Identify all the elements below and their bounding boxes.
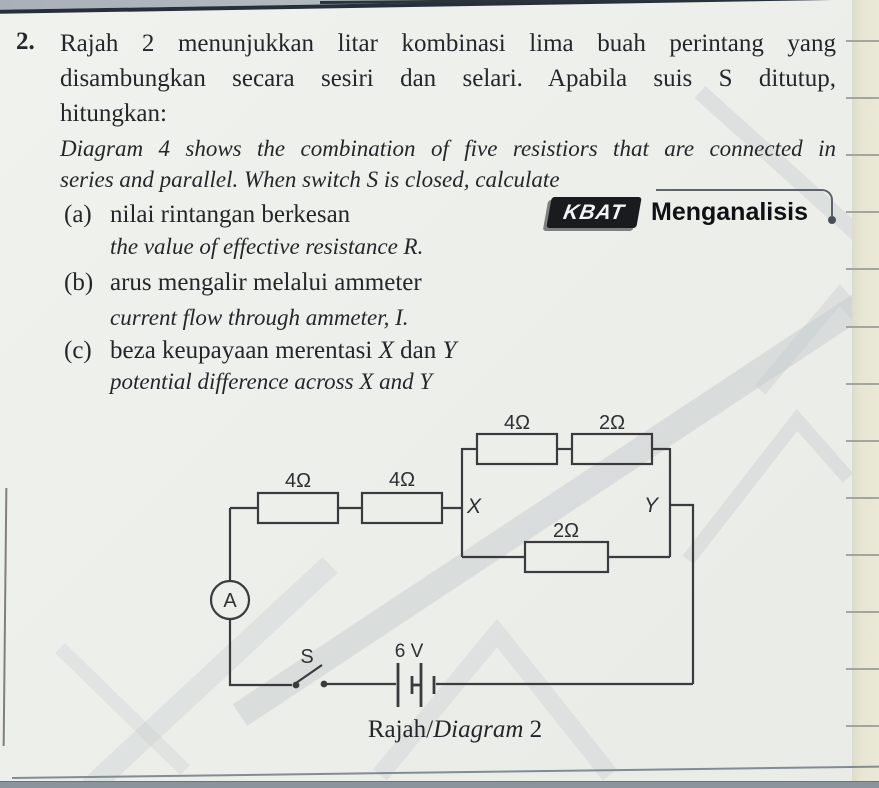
kbat-badge-text: KBAT [561, 200, 627, 224]
label-ammeter: A [223, 590, 237, 612]
ruled-line [846, 97, 879, 99]
part-b-row [64, 269, 422, 297]
part-a-text-en: the value of effective resistance R. [110, 234, 424, 259]
label-resistor-top-2: 2Ω [598, 412, 626, 434]
part-b-text-my: arus mengalir melalui ammeter [110, 269, 422, 296]
label-resistor-top-1: 4Ω [503, 412, 531, 434]
ruled-line [846, 668, 879, 670]
label-switch: S [300, 646, 314, 668]
kbat-badge [546, 197, 641, 228]
label-node-x: X [467, 495, 482, 518]
label-resistor-series-1: 4Ω [284, 470, 312, 492]
question-paragraph [60, 26, 836, 195]
ruled-line [846, 326, 879, 328]
bottom-edge-strip [0, 781, 879, 788]
ruled-line [846, 725, 879, 727]
part-a-text-my: nilai rintangan berkesan [110, 201, 351, 228]
question-text-en-line1: Diagram 4 shows the combination of five resistiors that are connected in [60, 136, 836, 161]
ruled-line [846, 611, 879, 613]
part-c-row [64, 337, 456, 365]
kbat-skill-label: Menganalisis [651, 198, 808, 226]
caption-number: 2 [523, 716, 543, 743]
part-b-text-en: current flow through ammeter, I. [110, 305, 409, 330]
ruled-line [846, 554, 879, 556]
diagram-caption [320, 716, 590, 744]
part-a-label: (a) [64, 201, 92, 228]
question-text-my-line2: disambungkan secara sesiri dan selari. Apabila suis S ditutup, [60, 65, 836, 92]
variable-y: Y [442, 337, 457, 364]
ruled-line [846, 497, 879, 499]
question-number: 2. [16, 28, 35, 55]
label-battery-voltage: 6 V [394, 641, 424, 662]
question-text-my-line1: Rajah 2 menunjukkan litar kombinasi lima buah perintang yang [60, 30, 836, 57]
caption-prefix: Rajah/ [367, 716, 434, 743]
variable-x: X [378, 337, 394, 364]
part-a-row [64, 201, 350, 229]
part-c-text-my: beza keupayaan merentasi X dan Y [110, 337, 457, 364]
caption-name: Diagram [433, 716, 524, 743]
ruled-line [846, 154, 879, 156]
part-b-label: (b) [64, 269, 94, 296]
part-c-text-en: potential difference across X and Y [110, 369, 433, 394]
label-resistor-bottom: 2Ω [552, 520, 580, 542]
ruled-line [846, 268, 879, 270]
label-node-y: Y [643, 494, 658, 517]
question-text-en-line2: series and parallel. When switch S is closed, calculate [60, 167, 560, 192]
ruled-line [846, 383, 879, 385]
question-text-my-line3: hitungkan: [60, 100, 167, 127]
part-c-label: (c) [64, 337, 92, 364]
ruled-line [846, 211, 879, 213]
ruled-line [846, 440, 879, 442]
label-resistor-series-2: 4Ω [388, 469, 416, 491]
callout-dot-icon [828, 216, 836, 224]
ruled-line [846, 40, 879, 42]
